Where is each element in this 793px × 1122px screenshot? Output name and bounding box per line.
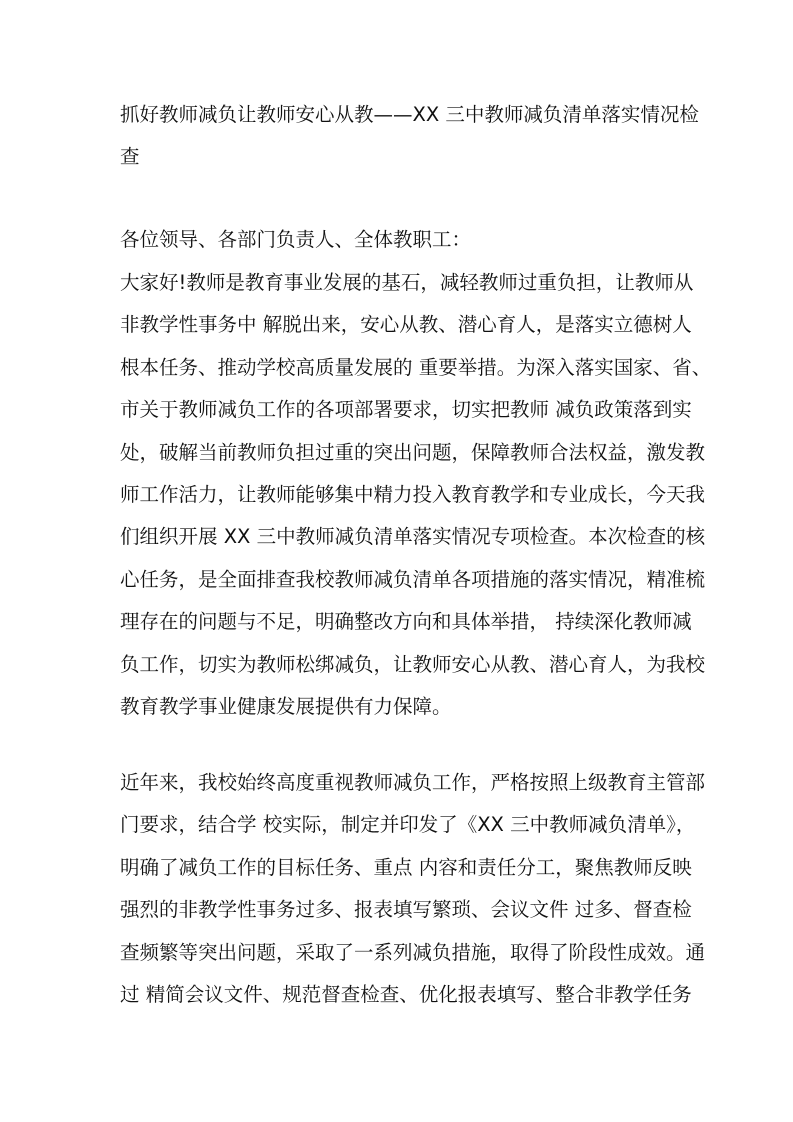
paragraph-line: 处，破解当前教师负担过重的突出问题，保障教师合法权益，激发教 xyxy=(120,440,706,464)
paragraph-line: 大家好!教师是教育事业发展的基石，减轻教师过重负担，让教师从 xyxy=(120,271,694,294)
paragraph-line: 过 精简会议文件、规范督查检查、优化报表填写、整合非教学任务 xyxy=(120,982,692,1006)
paragraph-line: 根本任务、推动学校高质量发展的 重要举措。为深入落实国家、省、 xyxy=(120,355,712,379)
paragraph-line: 市关于教师减负工作的各项部署要求，切实把教师 减负政策落到实 xyxy=(120,398,692,422)
paragraph-line: 查频繁等突出问题，采取了一系列减负措施，取得了阶段性成效。通 xyxy=(120,940,706,964)
paragraph-line: 心任务，是全面排查我校教师减负清单各项措施的落实情况，精准梳 xyxy=(120,567,706,591)
salutation xyxy=(120,219,677,261)
paragraph-line: 师工作活力，让教师能够集中精力投入教育教学和专业成长，今天我 xyxy=(120,482,706,506)
paragraph-line: 非教学性事务中 解脱出来，安心从教、潜心育人，是落实立德树人 xyxy=(120,313,692,337)
paragraph-line: 强烈的非教学性事务过多、报表填写繁琐、会议文件 过多、督查检 xyxy=(120,898,692,922)
salutation-text: 各位领导、各部门负责人、全体教职工： xyxy=(120,228,472,251)
paragraph-line: 教育教学事业健康发展提供有力保障。 xyxy=(120,694,452,718)
title-line: 查 xyxy=(120,145,140,169)
paragraph-background xyxy=(120,762,706,1016)
paragraph-intro xyxy=(120,262,712,728)
paragraph-line: 门要求，结合学 校实际，制定并印发了《XX 三中教师减负清单》， xyxy=(120,813,696,837)
paragraph-line: 们组织开展 XX 三中教师减负清单落实情况专项检查。本次检查的核 xyxy=(120,525,706,549)
document-title xyxy=(120,94,699,179)
paragraph-line: 理存在的问题与不足，明确整改方向和具体举措， 持续深化教师减 xyxy=(120,610,692,634)
title-line: 抓好教师减负让教师安心从教——XX 三中教师减负清单落实情况检 xyxy=(120,103,699,126)
paragraph-line: 负工作，切实为教师松绑减负，让教师安心从教、潜心育人，为我校 xyxy=(120,652,706,676)
paragraph-line: 近年来，我校始终高度重视教师减负工作，严格按照上级教育主管部 xyxy=(120,771,706,794)
paragraph-line: 明确了减负工作的目标任务、重点 内容和责任分工，聚焦教师反映 xyxy=(120,855,692,879)
